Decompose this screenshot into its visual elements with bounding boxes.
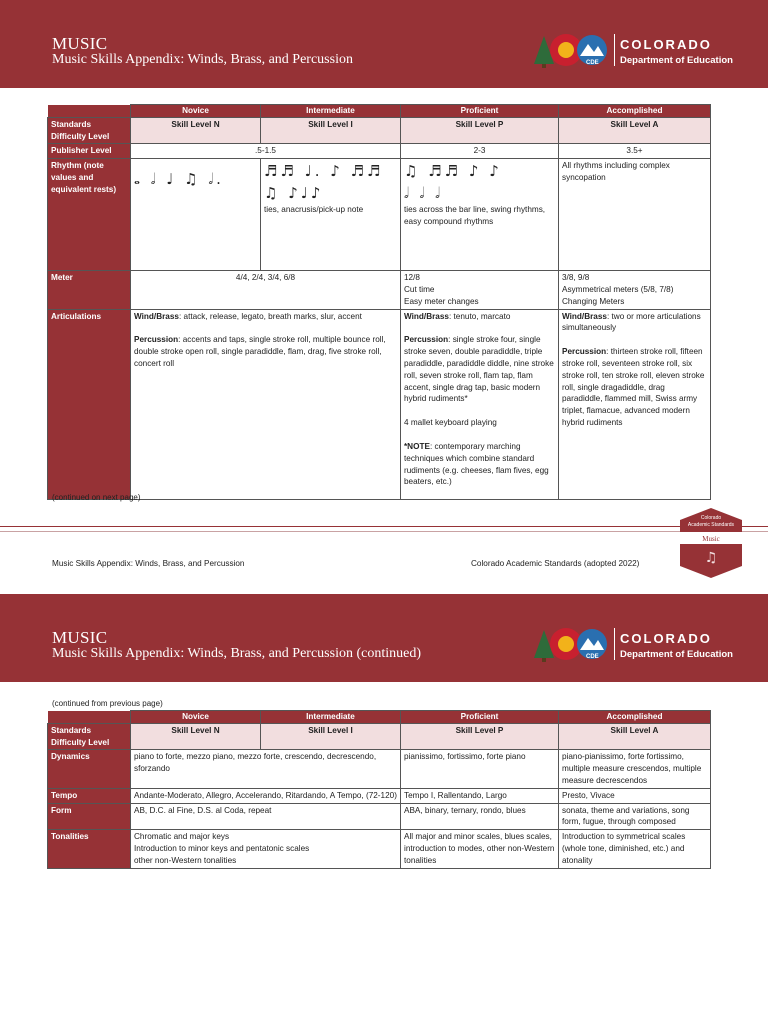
skill-level-i: Skill Level I <box>261 723 401 750</box>
music-standards-badge <box>680 508 742 578</box>
table-row <box>48 723 711 750</box>
music-badge-icon <box>680 508 742 578</box>
table-row <box>48 117 711 144</box>
rhythm-i <box>261 159 401 271</box>
badge-line1: Colorado <box>700 515 722 521</box>
articulations-p-perc: Percussion: single stroke four, single stroke seven, double paradiddle, triple paradiddle, paradiddle diddle, nine stroke roll, seven stroke roll, flam tap, flam accent, single drag tap, basic modern hybrid rudiments* <box>404 335 554 404</box>
row-label-standards: Standards Difficulty Level <box>48 117 131 144</box>
articulations-p-mallet: 4 mallet keyboard playing <box>404 418 497 428</box>
tonalities-a: Introduction to symmetrical scales (whole tone, diminished, etc.) and atonality <box>559 830 711 868</box>
rhythm-p-notation-2: 𝅗𝅥 𝅗𝅥 𝅗𝅥 <box>404 184 443 203</box>
meter-a-line: 3/8, 9/8 <box>562 273 590 283</box>
tempo-p: Tempo I, Rallentando, Largo <box>401 788 559 803</box>
continued-from-note: (continued from previous page) <box>52 699 163 708</box>
row-label-publisher: Publisher Level <box>48 144 131 159</box>
articulations-ni-perc: Percussion: accents and taps, single stroke roll, multiple bounce roll, double stroke open roll, single paradiddle, flam, drag, five stroke roll, concert roll <box>134 335 386 368</box>
skill-level-a: Skill Level A <box>559 723 711 750</box>
table-row <box>48 750 711 788</box>
col-accomplished: Accomplished <box>559 105 711 118</box>
skill-level-i: Skill Level I <box>261 117 401 144</box>
badge-line2: Academic Standards <box>687 522 735 528</box>
rhythm-i-text: ties, anacrusis/pick-up note <box>264 205 364 215</box>
skill-level-n: Skill Level N <box>131 723 261 750</box>
col-proficient: Proficient <box>401 105 559 118</box>
page2-header-banner <box>0 594 768 682</box>
table-corner <box>48 105 131 118</box>
rhythm-a: All rhythms including complex syncopation <box>559 159 711 271</box>
meter-a-line: Asymmetrical meters (5/8, 7/8) <box>562 284 674 294</box>
footer-right-text: Colorado Academic Standards (adopted 2022) <box>471 559 640 568</box>
row-label-dynamics: Dynamics <box>48 750 131 788</box>
articulations-p-note: *NOTE: contemporary marching techniques which combine standard rudiments (e.g. cheeses, flam fives, egg beaters, etc.) <box>404 441 549 487</box>
articulations-ni-wind: Wind/Brass: attack, release, legato, breath marks, slur, accent <box>134 311 362 321</box>
meter-p-line: Easy meter changes <box>404 296 479 306</box>
row-label-articulations: Articulations <box>48 309 131 499</box>
col-accomplished: Accomplished <box>559 711 711 724</box>
row-label-standards: Standards Difficulty Level <box>48 723 131 750</box>
table-header-row <box>48 105 711 118</box>
cde-logo <box>530 30 740 70</box>
articulations-a-perc: Percussion: thirteen stroke roll, fifteen stroke roll, seventeen stroke roll, six stroke roll, ten stroke roll, eleven stroke roll, single dragadiddle, drag paradiddle, flammed mill, Swiss army triplet, flamacue, advanced modern hybrid rudiments <box>562 347 705 427</box>
row-label-tempo: Tempo <box>48 788 131 803</box>
rhythm-n <box>131 159 261 271</box>
col-novice: Novice <box>131 105 261 118</box>
row-label-form: Form <box>48 803 131 830</box>
row-label-tonalities: Tonalities <box>48 830 131 868</box>
form-p: ABA, binary, ternary, rondo, blues <box>401 803 559 830</box>
publisher-ni: .5-1.5 <box>131 144 401 159</box>
rhythm-i-notation-2: ♫ ♪♩♪ <box>264 184 324 203</box>
tonalities-ni-line: Chromatic and major keys <box>134 832 230 842</box>
tempo-a: Presto, Vivace <box>559 788 711 803</box>
rhythm-i-notation-1: ♬♬ ♩. ♪ ♬♬ <box>264 162 384 181</box>
articulations-ni <box>131 309 401 499</box>
cde-logo-text: CDE <box>586 60 599 66</box>
publisher-p: 2-3 <box>401 144 559 159</box>
page-title: MUSIC <box>52 628 108 647</box>
badge-word: Music <box>702 535 720 543</box>
meter-p-line: Cut time <box>404 284 435 294</box>
tonalities-ni <box>131 830 401 868</box>
meter-a-line: Changing Meters <box>562 296 625 306</box>
row-label-meter: Meter <box>48 271 131 309</box>
rhythm-p <box>401 159 559 271</box>
footer-left-text: Music Skills Appendix: Winds, Brass, and Percussion <box>52 559 245 568</box>
table-corner <box>48 711 131 724</box>
table-row <box>48 788 711 803</box>
table-row <box>48 271 711 309</box>
meter-ni: 4/4, 2/4, 3/4, 6/8 <box>131 271 401 309</box>
skill-level-p: Skill Level P <box>401 117 559 144</box>
table-row <box>48 830 711 868</box>
col-novice: Novice <box>131 711 261 724</box>
articulations-p-wind: Wind/Brass: tenuto, marcato <box>404 311 511 321</box>
page-title: MUSIC <box>52 34 108 53</box>
articulations-p <box>401 309 559 499</box>
svg-text:♫: ♫ <box>704 550 718 566</box>
rhythm-n-notation: 𝅝 𝅗𝅥 ♩ ♫ 𝅗𝅥. <box>134 170 224 189</box>
skill-level-a: Skill Level A <box>559 117 711 144</box>
skill-level-p: Skill Level P <box>401 723 559 750</box>
table-row <box>48 309 711 499</box>
meter-p <box>401 271 559 309</box>
col-intermediate: Intermediate <box>261 711 401 724</box>
cde-logo <box>530 624 740 664</box>
meter-p-line: 12/8 <box>404 273 420 283</box>
dynamics-ni: piano to forte, mezzo piano, mezzo forte, crescendo, decrescendo, sforzando <box>131 750 401 788</box>
colorado-flag-logo-icon <box>530 30 614 70</box>
footer-rule <box>0 526 768 527</box>
articulations-a-wind: Wind/Brass: two or more articulations simultaneously <box>562 311 701 333</box>
rhythm-p-notation-1: ♫ ♬♬ ♪ ♪ <box>404 162 502 181</box>
table-row <box>48 144 711 159</box>
page-subtitle: Music Skills Appendix: Winds, Brass, and Percussion (continued) <box>52 646 421 661</box>
skills-table-page2 <box>47 710 711 869</box>
page-subtitle: Music Skills Appendix: Winds, Brass, and Percussion <box>52 52 353 67</box>
logo-title: COLORADO <box>620 37 712 52</box>
logo-title: COLORADO <box>620 631 712 646</box>
table-header-row <box>48 711 711 724</box>
meter-a <box>559 271 711 309</box>
dynamics-p: pianissimo, fortissimo, forte piano <box>401 750 559 788</box>
row-label-rhythm: Rhythm (note values and equivalent rests) <box>48 159 131 271</box>
table-row <box>48 159 711 271</box>
tempo-ni: Andante-Moderato, Allegro, Accelerando, Ritardando, A Tempo, (72-120) <box>131 788 401 803</box>
publisher-a: 3.5+ <box>559 144 711 159</box>
form-a: sonata, theme and variations, song form, fugue, through composed <box>559 803 711 830</box>
col-intermediate: Intermediate <box>261 105 401 118</box>
skill-level-n: Skill Level N <box>131 117 261 144</box>
logo-subtitle: Department of Education <box>620 55 733 66</box>
continued-note: (continued on next page) <box>52 493 141 502</box>
page1-header-banner <box>0 0 768 88</box>
skills-table-page1 <box>47 104 711 500</box>
form-ni: AB, D.C. al Fine, D.S. al Coda, repeat <box>131 803 401 830</box>
logo-separator <box>614 628 615 660</box>
articulations-a <box>559 309 711 499</box>
tonalities-ni-line: other non-Western tonalities <box>134 855 237 865</box>
logo-subtitle: Department of Education <box>620 649 733 660</box>
rhythm-p-text: ties across the bar line, swing rhythms, easy compound rhythms <box>404 205 546 226</box>
tonalities-p: All major and minor scales, blues scales, introduction to modes, other non-Western tonalities <box>401 830 559 868</box>
footer-rule-secondary <box>0 531 768 532</box>
dynamics-a: piano-pianissimo, forte fortissimo, multiple measure crescendos, multiple measure decrescendos <box>559 750 711 788</box>
col-proficient: Proficient <box>401 711 559 724</box>
cde-logo-text: CDE <box>586 654 599 660</box>
colorado-flag-logo-icon <box>530 624 614 664</box>
table-row <box>48 803 711 830</box>
logo-separator <box>614 34 615 66</box>
tonalities-ni-line: Introduction to minor keys and pentatonic scales <box>134 843 310 853</box>
